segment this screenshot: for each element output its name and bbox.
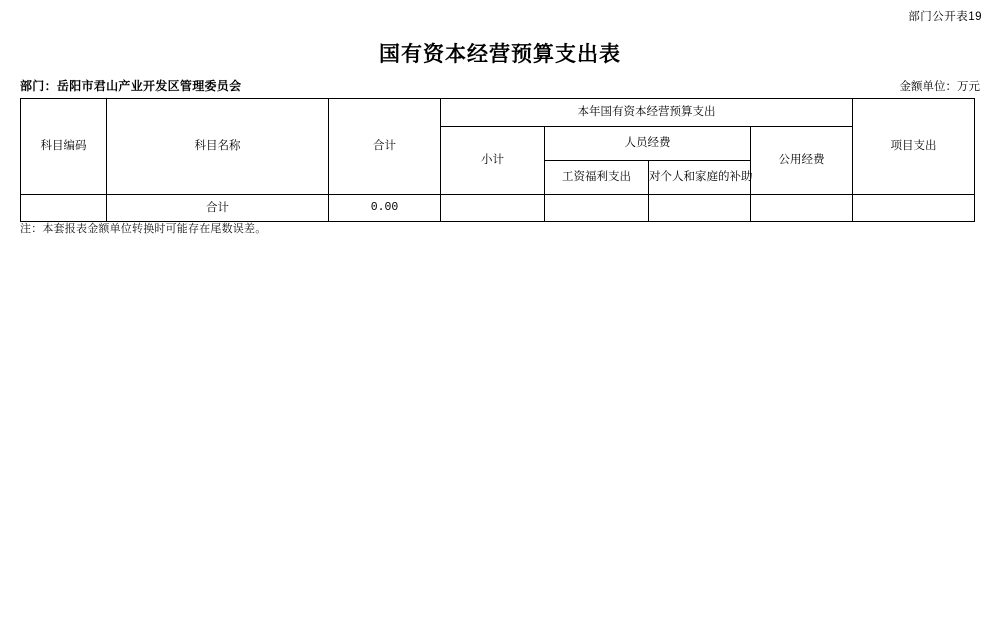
col-header-salary-welfare: 工资福利支出	[545, 161, 649, 195]
cell-subtotal	[441, 195, 545, 222]
header-row-group	[21, 99, 975, 127]
col-header-subsidy-individual: 对个人和家庭的补助	[649, 161, 751, 195]
footnote: 注：本套报表金额单位转换时可能存在尾数误差。	[20, 223, 267, 235]
cell-salary-welfare	[545, 195, 649, 222]
col-header-subtotal: 小计	[441, 127, 545, 195]
cell-code	[21, 195, 107, 222]
col-header-total: 合计	[329, 99, 441, 195]
department-label: 部门：岳阳市君山产业开发区管理委员会	[20, 79, 242, 93]
col-header-code: 科目编码	[21, 99, 107, 195]
budget-expenditure-table	[20, 98, 975, 222]
meta-row	[20, 77, 980, 93]
cell-public-funds	[751, 195, 853, 222]
col-header-name: 科目名称	[107, 99, 329, 195]
cell-name: 合计	[107, 195, 329, 222]
page-title: 国有资本经营预算支出表	[379, 43, 621, 66]
col-header-public-funds: 公用经费	[751, 127, 853, 195]
col-header-current-year-group: 本年国有资本经营预算支出	[441, 99, 853, 127]
col-header-personnel: 人员经费	[545, 127, 751, 161]
col-header-project-expenditure: 项目支出	[853, 99, 975, 195]
form-number-label: 部门公开表19	[908, 11, 982, 23]
cell-total: 0.00	[329, 195, 441, 222]
table-row	[21, 195, 975, 222]
cell-project-expenditure	[853, 195, 975, 222]
table-body	[21, 195, 975, 222]
amount-unit-label: 金额单位：万元	[899, 81, 980, 93]
table-header	[21, 99, 975, 195]
cell-subsidy-individual	[649, 195, 751, 222]
